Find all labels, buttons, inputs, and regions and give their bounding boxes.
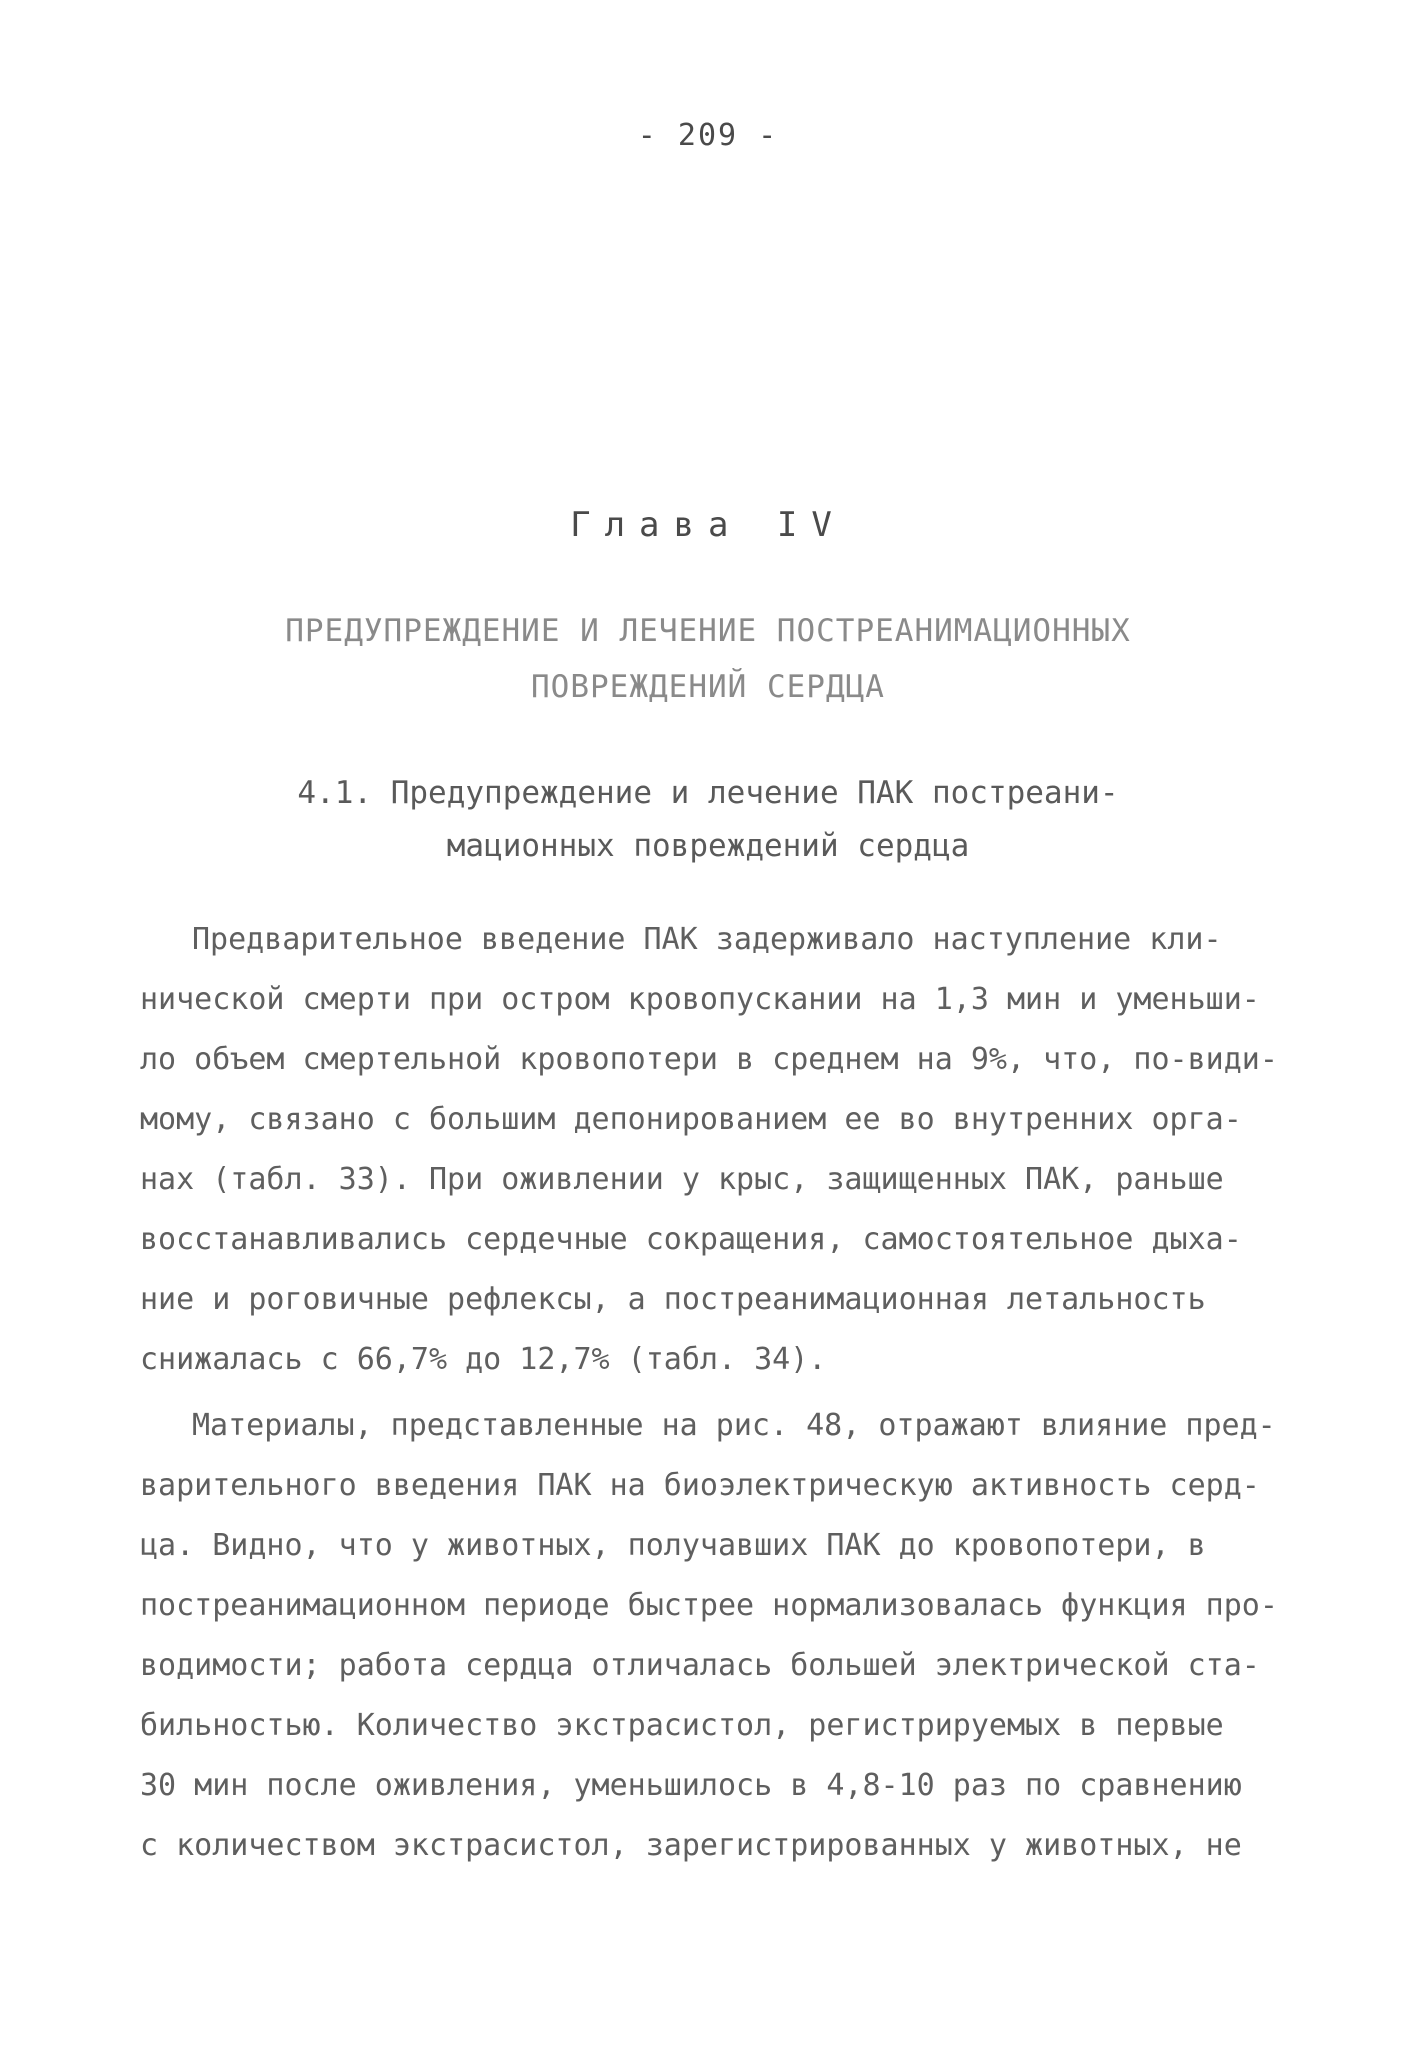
body-text — [140, 910, 1280, 1876]
section-heading-line: мационных повреждений сердца — [446, 828, 970, 864]
chapter-title-line: ПРЕДУПРЕЖДЕНИЕ И ЛЕЧЕНИЕ ПОСТРЕАНИМАЦИОННЫХ — [285, 613, 1131, 649]
text-line: постреанимационном периоде быстрее нормализовалась функция про- — [140, 1588, 1278, 1623]
text-line: снижалась с 66,7% до 12,7% (табл. 34). — [140, 1342, 827, 1377]
chapter-label: Глава IV — [570, 505, 846, 545]
paragraph — [140, 910, 1280, 1390]
text-line: 30 мин после оживления, уменьшилось в 4,8-10 раз по сравнению — [140, 1768, 1242, 1803]
chapter-title — [160, 603, 1256, 715]
text-line: восстанавливались сердечные сокращения, самостоятельное дыха- — [140, 1222, 1242, 1257]
text-line: ло объем смертельной кровопотери в среднем на 9%, что, по-види- — [140, 1042, 1278, 1077]
paragraph — [140, 1396, 1280, 1876]
text-line: варительного введения ПАК на биоэлектрическую активность серд- — [140, 1468, 1260, 1503]
section-heading — [200, 767, 1216, 873]
text-line: Предварительное введение ПАК задерживало наступление кли- — [192, 922, 1222, 957]
chapter-title-line: ПОВРЕЖДЕНИЙ СЕРДЦА — [531, 669, 885, 705]
text-line: ние и роговичные рефлексы, а постреанимационная летальность — [140, 1282, 1206, 1317]
page-number: - 209 - — [637, 118, 779, 153]
text-line: ца. Видно, что у животных, получавших ПАК до кровопотери, в — [140, 1528, 1206, 1563]
text-line: с количеством экстрасистол, зарегистрированных у животных, не — [140, 1828, 1242, 1863]
text-line: нах (табл. 33). При оживлении у крыс, защищенных ПАК, раньше — [140, 1162, 1224, 1197]
section-heading-line: 4.1. Предупреждение и лечение ПАК постреани- — [297, 775, 1119, 811]
text-line: водимости; работа сердца отличалась большей электрической ста- — [140, 1648, 1260, 1683]
text-line: мому, связано с большим депонированием ее во внутренних орга- — [140, 1102, 1242, 1137]
text-line: нической смерти при остром кровопускании на 1,3 мин и уменьши- — [140, 982, 1260, 1017]
text-line: бильностью. Количество экстрасистол, регистрируемых в первые — [140, 1708, 1224, 1743]
text-line: Материалы, представленные на рис. 48, отражают влияние пред- — [192, 1408, 1276, 1443]
